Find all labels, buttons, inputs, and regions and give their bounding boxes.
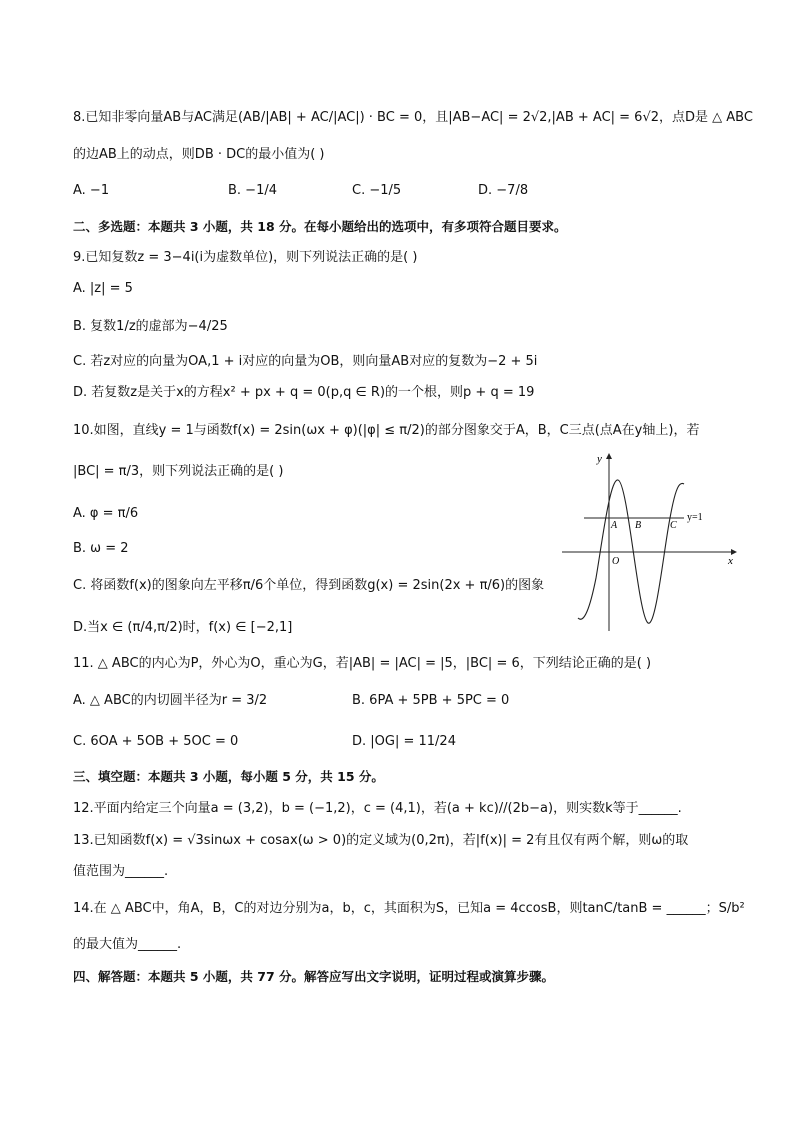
q11-option-a: A. △ ABC的内切圆半径为r = 3/2: [73, 693, 268, 708]
sine-graph: [560, 448, 740, 633]
graph-y-label: y: [597, 453, 602, 465]
q10-option-b: B. ω = 2: [73, 541, 129, 556]
q9-option-a: A. |z| = 5: [73, 281, 133, 296]
q11-stem: 11. △ ABC的内心为P，外心为O，重心为G，若|AB| = |AC| = |5，|BC| = 6，下列结论正确的是( ): [73, 656, 652, 671]
q8-option-c: C. −1/5: [352, 183, 402, 198]
q8-line2: 的边AB上的动点，则DB · DC的最小值为( ): [73, 147, 325, 162]
graph-origin-label: O: [612, 556, 620, 567]
q9-stem: 9.已知复数z = 3−4i(i为虚数单位)，则下列说法正确的是( ): [73, 250, 418, 265]
q8-line1: 8.已知非零向量AB与AC满足(AB/|AB| + AC/|AC|) · BC = 0，且|AB−AC| = 2√2,|AB + AC| = 6√2，点D是 △ ABC: [73, 110, 753, 125]
graph-point-a: A: [611, 520, 618, 531]
graph-line-label: y=1: [687, 512, 703, 523]
q8-option-a: A. −1: [73, 183, 110, 198]
graph-point-c: C: [670, 520, 677, 531]
q10-option-c: C. 将函数f(x)的图象向左平移π/6个单位，得到函数g(x) = 2sin(2x + π/6)的图象: [73, 578, 545, 593]
q11-option-d: D. |OG| = 11/24: [352, 734, 456, 749]
graph-x-label: x: [728, 555, 733, 567]
q11-option-b: B. 6PA + 5PB + 5PC = 0: [352, 693, 510, 708]
q9-option-d: D. 若复数z是关于x的方程x² + px + q = 0(p,q ∈ R)的一个根，则p + q = 19: [73, 385, 535, 400]
q9-option-b: B. 复数1/z的虚部为−4/25: [73, 319, 228, 334]
q14-line1: 14.在 △ ABC中，角A，B，C的对边分别为a，b，c，其面积为S，已知a = 4ccosB，则tanC/tanB = ______；S/b²: [73, 901, 745, 916]
q13-line1: 13.已知函数f(x) = √3sinωx + cosax(ω > 0)的定义域为(0,2π)，若|f(x)| = 2有且仅有两个解，则ω的取: [73, 833, 689, 848]
graph-point-b: B: [635, 520, 642, 531]
q10-line1: 10.如图，直线y = 1与函数f(x) = 2sin(ωx + φ)(|φ| ≤ π/2)的部分图象交于A，B，C三点(点A在y轴上)，若: [73, 423, 700, 438]
q8-option-d: D. −7/8: [478, 183, 529, 198]
q14-line2: 的最大值为______.: [73, 937, 182, 952]
q8-option-b: B. −1/4: [228, 183, 277, 198]
section-2-heading: 二、多选题：本题共 3 小题，共 18 分。在每小题给出的选项中，有多项符合题目要求。: [73, 219, 567, 234]
q11-option-c: C. 6OA + 5OB + 5OC = 0: [73, 734, 239, 749]
section-4-heading: 四、解答题：本题共 5 小题，共 77 分。解答应写出文字说明，证明过程或演算步骤。: [73, 969, 555, 984]
q12-stem: 12.平面内给定三个向量a = (3,2)，b = (−1,2)，c = (4,1)，若(a + kc)//(2b−a)，则实数k等于______.: [73, 801, 682, 816]
section-3-heading: 三、填空题：本题共 3 小题，每小题 5 分，共 15 分。: [73, 769, 384, 784]
q10-option-d: D.当x ∈ (π/4,π/2)时，f(x) ∈ [−2,1]: [73, 620, 293, 635]
q10-line2: |BC| = π/3，则下列说法正确的是( ): [73, 464, 284, 479]
q9-option-c: C. 若z对应的向量为OA,1 + i对应的向量为OB，则向量AB对应的复数为−2 + 5i: [73, 354, 538, 369]
q10-option-a: A. φ = π/6: [73, 506, 139, 521]
q13-line2: 值范围为______.: [73, 864, 169, 879]
